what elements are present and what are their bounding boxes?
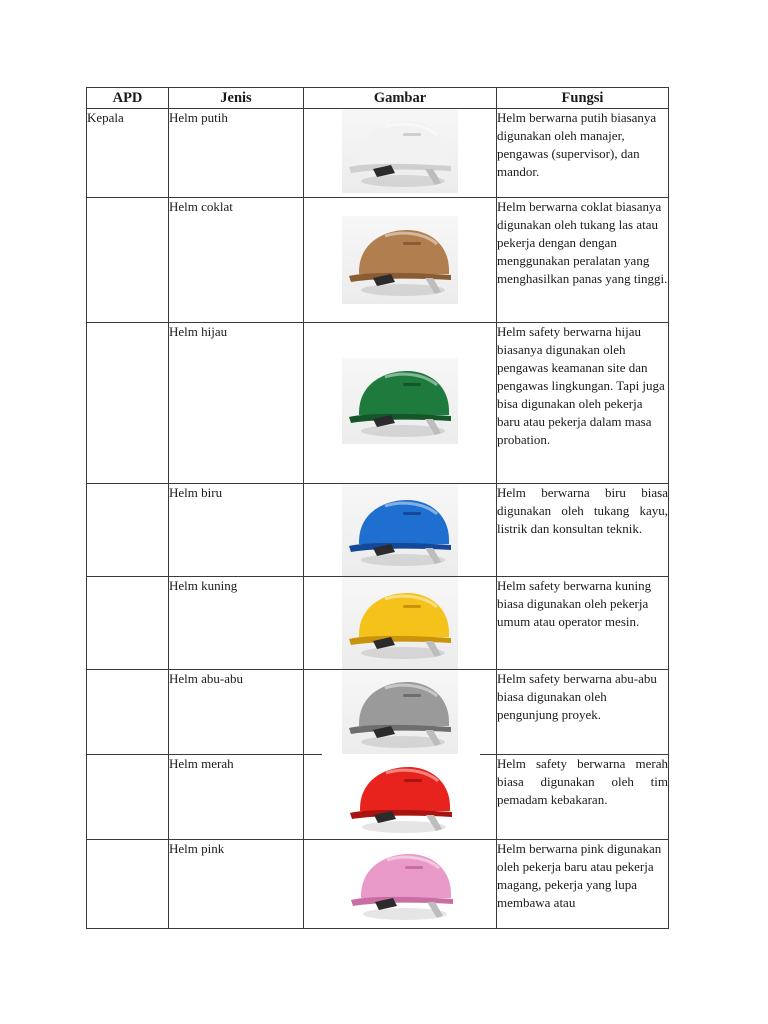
helmet-vent (403, 694, 421, 697)
helmet-graphic (345, 111, 455, 191)
helmet-brim (349, 543, 451, 552)
apd-cell: Kepala (87, 109, 169, 198)
table-row (87, 670, 669, 755)
helmet-dome (359, 500, 449, 544)
helmet-vent (403, 133, 421, 136)
table-row (87, 840, 669, 929)
jenis-cell: Helm kuning (169, 577, 304, 670)
fungsi-cell: Helm safety berwarna kuning biasa digunakan oleh pekerja umum atau operator mesin. (497, 577, 669, 670)
helmet-dome (360, 767, 450, 811)
helmet-dome (359, 230, 449, 274)
fungsi-cell: Helm safety berwarna merah biasa digunakan oleh tim pemadam kebakaran. (497, 755, 669, 840)
apd-table (86, 87, 669, 929)
table-row (87, 323, 669, 484)
helmet-vent (403, 605, 421, 608)
table-row (87, 484, 669, 577)
header-gambar: Gambar (304, 88, 497, 109)
helmet-graphic (345, 583, 455, 663)
header-jenis: Jenis (169, 88, 304, 109)
helmet-vent (403, 512, 421, 515)
helmet-brim (349, 636, 451, 645)
fungsi-cell: Helm berwarna pink digunakan oleh pekerja baru atau pekerja magang, pekerja yang lupa membawa atau (497, 840, 669, 929)
helmet-dome (359, 371, 449, 415)
helmet-brim (349, 164, 451, 173)
table-row (87, 109, 669, 198)
yellow-helmet-image (342, 577, 458, 669)
apd-cell (87, 323, 169, 484)
white-helmet-image (342, 109, 458, 193)
red-helmet-image (322, 754, 480, 839)
helmet-graphic (345, 672, 455, 752)
apd-cell (87, 670, 169, 755)
jenis-cell: Helm hijau (169, 323, 304, 484)
apd-cell (87, 755, 169, 840)
apd-cell (87, 840, 169, 929)
helmet-graphic (345, 220, 455, 300)
fungsi-cell: Helm safety berwarna hijau biasanya digunakan oleh pengawas keamanan site dan pengawas lingkungan. Tapi juga bisa digunakan oleh pekerja baru atau pekerja dalam masa probation. (497, 323, 669, 484)
header-row (87, 88, 669, 109)
gambar-cell (304, 577, 497, 670)
gambar-cell (304, 670, 497, 755)
gambar-cell (304, 109, 497, 198)
helmet-dome (361, 854, 451, 898)
gambar-cell (304, 755, 497, 840)
helmet-graphic (346, 757, 456, 837)
jenis-cell: Helm merah (169, 755, 304, 840)
gray-helmet-image (342, 670, 458, 754)
blue-helmet-image (342, 484, 458, 576)
jenis-cell: Helm coklat (169, 198, 304, 323)
helmet-graphic (345, 490, 455, 570)
helmet-graphic (345, 361, 455, 441)
gambar-cell (304, 484, 497, 577)
jenis-cell: Helm pink (169, 840, 304, 929)
helmet-vent (405, 866, 423, 869)
helmet-vent (403, 383, 421, 386)
helmet-vent (403, 242, 421, 245)
header-apd: APD (87, 88, 169, 109)
fungsi-cell: Helm berwarna coklat biasanya digunakan oleh tukang las atau pekerja dengan dengan menggunakan peralatan yang menghasilkan panas yang tinggi. (497, 198, 669, 323)
helmet-brim (351, 897, 453, 906)
fungsi-cell: Helm berwarna biru biasa digunakan oleh tukang kayu, listrik dan konsultan teknik. (497, 484, 669, 577)
helmet-dome (359, 121, 449, 165)
fungsi-cell: Helm berwarna putih biasanya digunakan oleh manajer, pengawas (supervisor), dan mandor. (497, 109, 669, 198)
apd-cell (87, 484, 169, 577)
table-row (87, 755, 669, 840)
gambar-cell (304, 840, 497, 929)
table-row (87, 577, 669, 670)
helmet-brim (349, 414, 451, 423)
jenis-cell: Helm biru (169, 484, 304, 577)
helmet-graphic (347, 844, 457, 924)
header-fungsi: Fungsi (497, 88, 669, 109)
apd-cell (87, 577, 169, 670)
helmet-brim (350, 809, 452, 818)
helmet-vent (404, 779, 422, 782)
gambar-cell (304, 198, 497, 323)
helmet-brim (349, 725, 451, 734)
apd-cell (87, 198, 169, 323)
pink-helmet-image (332, 840, 472, 928)
gambar-cell (304, 323, 497, 484)
jenis-cell: Helm abu-abu (169, 670, 304, 755)
jenis-cell: Helm putih (169, 109, 304, 198)
fungsi-cell: Helm safety berwarna abu-abu biasa digunakan oleh pengunjung proyek. (497, 670, 669, 755)
brown-helmet-image (342, 216, 458, 304)
helmet-dome (359, 682, 449, 726)
helmet-brim (349, 273, 451, 282)
helmet-dome (359, 593, 449, 637)
green-helmet-image (342, 358, 458, 444)
table-row (87, 198, 669, 323)
